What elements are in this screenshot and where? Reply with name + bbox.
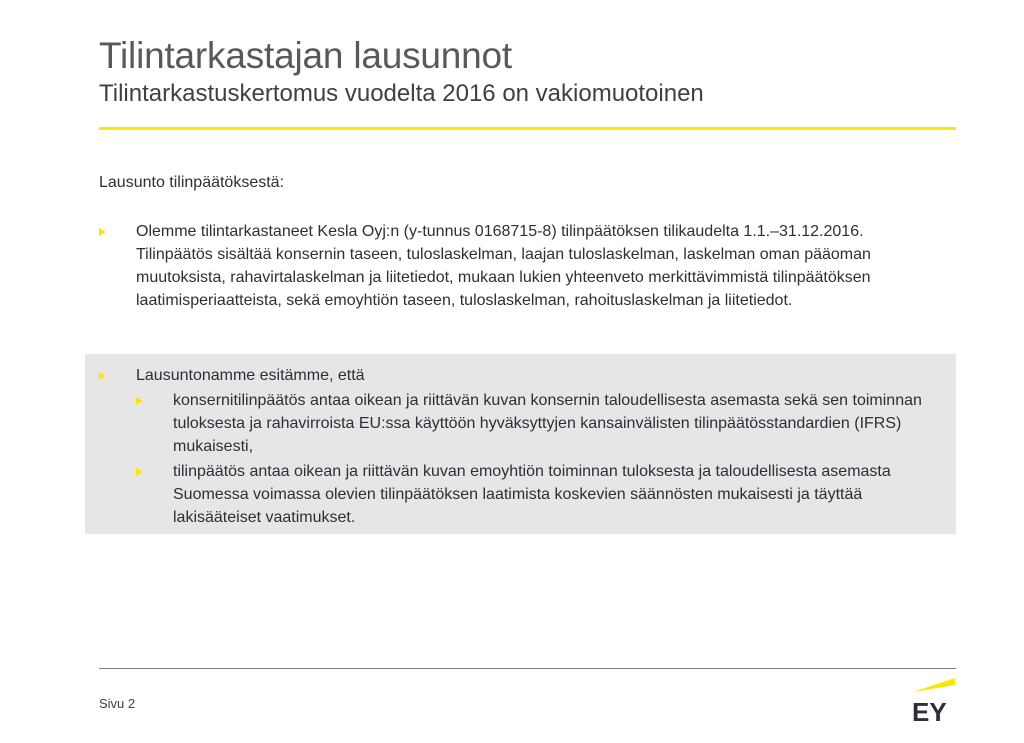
bullet-item-statement bbox=[99, 220, 929, 312]
bullet-text: Olemme tilintarkastaneet Kesla Oyj:n (y-tunnus 0168715-8) tilinpäätöksen tilikaudelta 1.1.–31.12.2016. Tilinpäätös sisältää konsernin taseen, tuloslaskelman, laajan tuloslaskelman, laskelman oman pääoman muutoksista, rahavirtalaskelman ja liitetiedot, mukaan lukien yhteenveto merkittävimmistä tilinpäätöksen laatimisperiaatteista, sekä emoyhtiön taseen, tuloslaskelman, rahoituslaskelman ja liitetiedot. bbox=[136, 223, 871, 309]
bullet-item-opinion bbox=[99, 364, 939, 387]
sub-bullet-arrow-icon bbox=[136, 397, 143, 405]
sub-bullet-arrow-icon bbox=[136, 468, 143, 476]
sub-bullet-text: tilinpäätös antaa oikean ja riittävän kuvan emoyhtiön toiminnan tuloksesta ja taloudellisesta asemasta Suomessa voimassa olevien tilinpäätöksen laatimista koskevien säännösten mukaisesti ja täyttää lakisääteiset vaatimukset. bbox=[173, 463, 891, 526]
title-divider bbox=[99, 127, 956, 130]
bullet-arrow-icon bbox=[99, 372, 106, 380]
section-label: Lausunto tilinpäätöksestä: bbox=[99, 174, 285, 191]
sub-bullet-text: konsernitilinpäätös antaa oikean ja riittävän kuvan konsernin taloudellisesta asemasta sekä sen toiminnan tuloksesta ja rahavirroista EU:ssa käyttöön hyväksyttyjen kansainvälisten tilinpäätösstandardien (IFRS) mukaisesti, bbox=[173, 392, 922, 455]
page-number: Sivu 2 bbox=[99, 696, 136, 711]
sub-bullet-item-consolidated bbox=[136, 389, 936, 458]
page-subtitle: Tilintarkastuskertomus vuodelta 2016 on vakiomuotoinen bbox=[99, 80, 704, 107]
footer-divider bbox=[99, 668, 956, 669]
bullet-text: Lausuntonamme esitämme, että bbox=[136, 367, 365, 384]
sub-bullet-item-parent bbox=[136, 460, 936, 529]
logo-text: EY bbox=[912, 697, 947, 724]
ey-logo-icon bbox=[905, 676, 957, 724]
page-title: Tilintarkastajan lausunnot bbox=[99, 35, 513, 76]
bullet-arrow-icon bbox=[99, 228, 106, 236]
